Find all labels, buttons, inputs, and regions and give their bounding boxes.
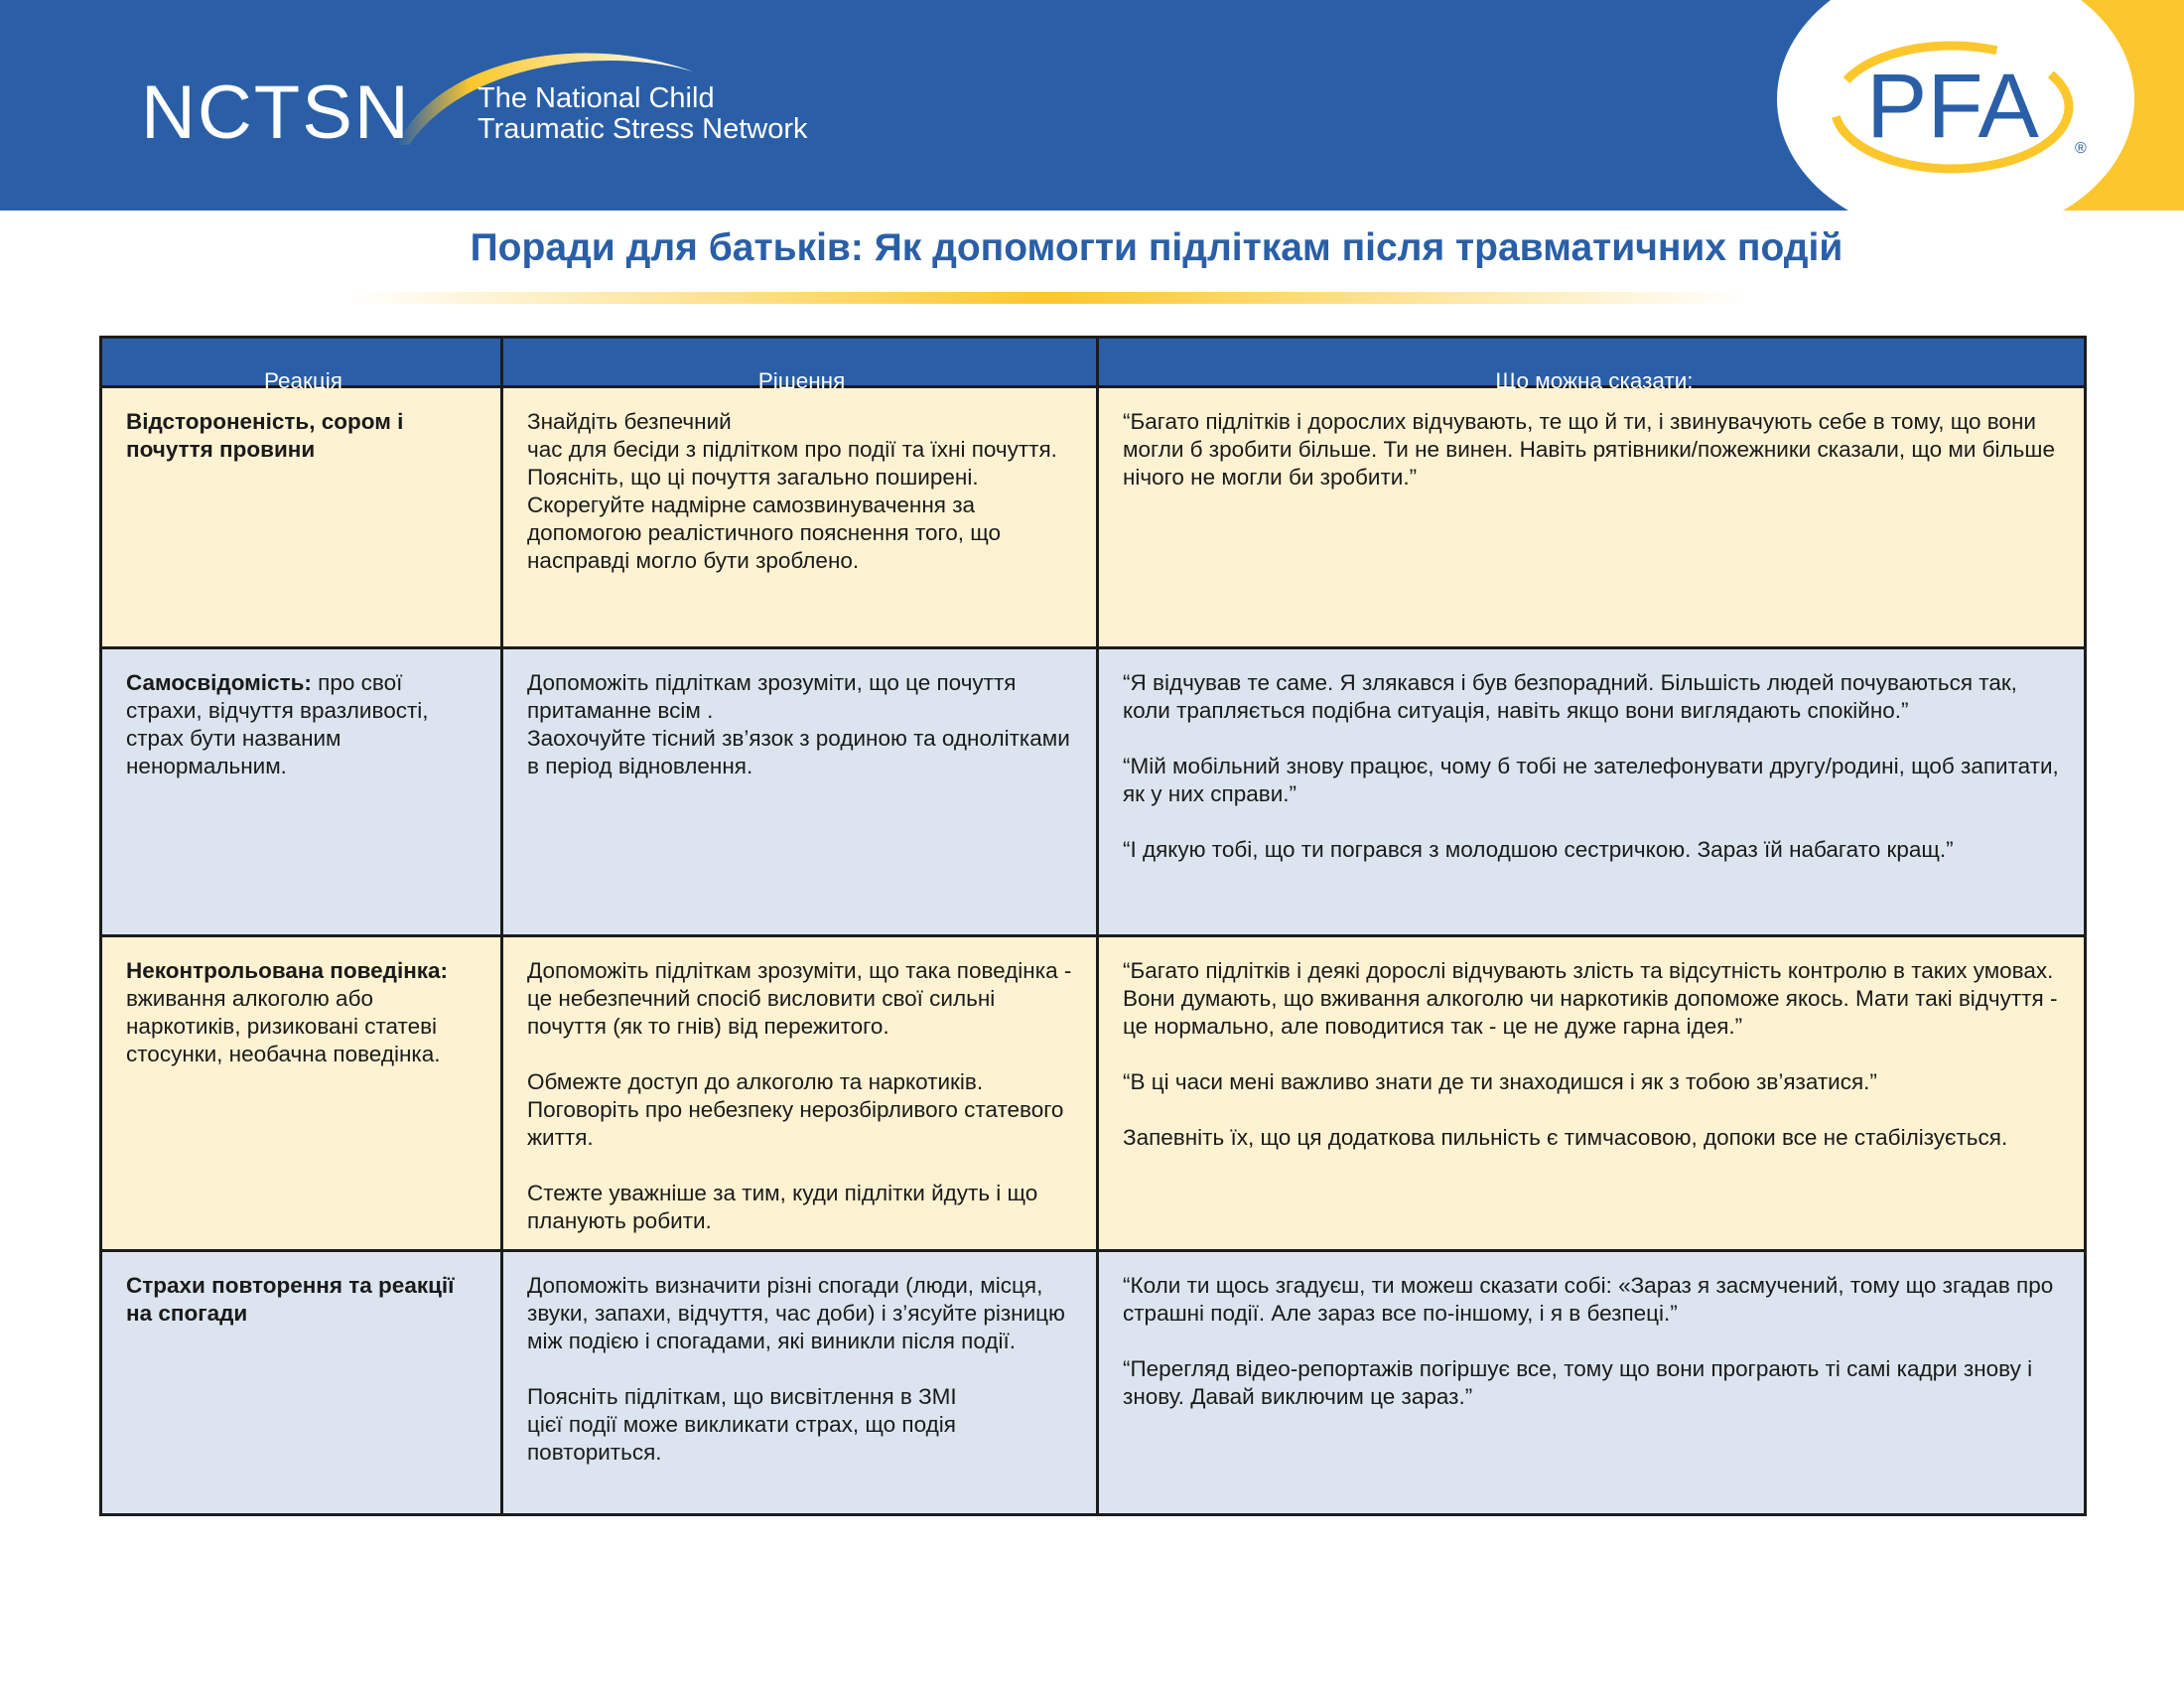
say-paragraph: “Я відчував те саме. Я злякався і був безпорадний. Більшість людей почуваються так, коли трапляється подібна ситуація, навіть якщо вони виглядають спокійно.”	[1123, 670, 2017, 723]
nctsn-fullname	[478, 83, 808, 145]
say-paragraph: “Коли ти щось згадуєш, ти можеш сказати собі: «Зараз я засмучений, тому що згадав про страшні події. Але зараз все по-іншому, і я в безпеці.”	[1123, 1273, 2054, 1326]
solution-line: цієї події може викликати страх, що подія повториться.	[527, 1412, 956, 1465]
say-cell	[1099, 388, 2084, 646]
nctsn-line2: Traumatic Stress Network	[478, 113, 808, 145]
say-paragraph: “Мій мобільний знову працює, чому б тобі не зателефонувати другу/родині, щоб запитати, як у них справи.”	[1123, 754, 2059, 806]
solution-cell	[503, 649, 1099, 934]
solution-line: Поясніть, що ці почуття загально поширені.	[527, 465, 979, 490]
say-paragraph: “Перегляд відео-репортажів погіршує все, тому що вони програють ті самі кадри знову і знову. Давай виключим це зараз.”	[1123, 1356, 2033, 1409]
nctsn-wordmark: NCTSN	[141, 70, 411, 155]
pfa-wordmark: PFA	[1866, 56, 2039, 157]
table-row	[102, 649, 2084, 937]
solution-line: Поговоріть про небезпеку нерозбірливого статевого життя.	[527, 1097, 1064, 1150]
say-cell	[1099, 1252, 2084, 1513]
say-paragraph: “Багато підлітків і дорослих відчувають, те що й ти, і звинувачують себе в тому, що вони могли б зробити більше. Ти не винен. Навіть рятівники/пожежники сказали, що ми більше нічого не могли би зробити.”	[1123, 409, 2055, 490]
solution-line: Допоможіть визначити різні спогади (люди, місця, звуки, запахи, відчуття, час доби) і з’ясуйте різницю між подією і спогадами, які виникли після події.	[527, 1273, 1065, 1353]
reaction-title: Страхи повторення та реакції на спогади	[126, 1273, 455, 1326]
reaction-title: Відстороненість, сором і почуття провини	[126, 409, 404, 462]
column-header-what-to-say: Що можна сказати:	[1495, 368, 1694, 393]
solution-line: Стежте уважніше за тим, куди підлітки йдуть і що планують робити.	[527, 1181, 1038, 1233]
solution-line: Скорегуйте надмірне самозвинувачення за допомогою реалістичного пояснення того, що насправді могло бути зроблено.	[527, 492, 1002, 573]
reaction-detail: вживання алкоголю або наркотиків, ризиковані статеві стосунки, необачна поведінка.	[126, 986, 441, 1066]
say-paragraph: “І дякую тобі, що ти погрався з молодшою сестричкою. Зараз їй набагато кращ.”	[1123, 837, 1954, 862]
pfa-logo	[1805, 26, 2103, 185]
solution-cell	[503, 1252, 1099, 1513]
solution-line: Допоможіть підліткам зрозуміти, що це почуття притаманне всім .	[527, 670, 1017, 723]
solution-cell	[503, 937, 1099, 1249]
nctsn-line1: The National Child	[478, 82, 715, 114]
solution-line: Допоможіть підліткам зрозуміти, що така поведінка - це небезпечний спосіб висловити свої сильні почуття (як то гнів) від пережитого.	[527, 958, 1072, 1039]
solution-line: Знайдіть безпечний	[527, 409, 732, 434]
title-underline	[347, 292, 1747, 304]
reaction-title: Неконтрольована поведінка:	[126, 958, 449, 983]
table-header-row	[102, 339, 2084, 393]
say-cell	[1099, 649, 2084, 934]
header-band	[0, 0, 2184, 211]
column-header-reaction: Реакція	[102, 339, 503, 385]
reaction-cell	[102, 937, 503, 1249]
table-row	[102, 388, 2084, 649]
reaction-cell	[102, 1252, 503, 1513]
say-paragraph: “Багато підлітків і деякі дорослі відчувають злість та відсутність контролю в таких умовах. Вони думають, що вживання алкоголю чи наркотиків допоможе якось. Мати такі відчуття - це нормально, але поводитися так - це не дуже гарна ідея.”	[1123, 958, 2058, 1039]
solution-line: Заохочуйте тісний зв’язок з родиною та однолітками в період відновлення.	[527, 726, 1070, 778]
registered-mark: ®	[2075, 140, 2087, 157]
reaction-title: Самосвідомість:	[126, 670, 312, 695]
reaction-cell	[102, 649, 503, 934]
advice-table	[99, 336, 2087, 1516]
solution-line: час для бесіди з підлітком про події та їхні почуття.	[527, 437, 1057, 462]
page-title: Поради для батьків: Як допомогти підліткам після травматичних подій	[470, 226, 1843, 269]
table-row	[102, 1252, 2084, 1513]
say-paragraph: Запевніть їх, що ця додаткова пильність є тимчасовою, допоки все не стабілізується.	[1123, 1125, 2008, 1150]
reaction-cell	[102, 388, 503, 646]
table-row	[102, 937, 2084, 1252]
say-paragraph: “В ці часи мені важливо знати де ти знаходишся і як з тобою зв’язатися.”	[1123, 1069, 1877, 1094]
column-header-solution: Рішення	[503, 339, 1099, 385]
reaction-detail: про свої страхи, відчуття вразливості, страх бути названим ненормальним.	[126, 670, 429, 778]
solution-cell	[503, 388, 1099, 646]
solution-line: Обмежте доступ до алкоголю та наркотиків.	[527, 1069, 984, 1094]
solution-line: Поясніть підліткам, що висвітлення в ЗМІ	[527, 1384, 957, 1409]
say-cell	[1099, 937, 2084, 1249]
